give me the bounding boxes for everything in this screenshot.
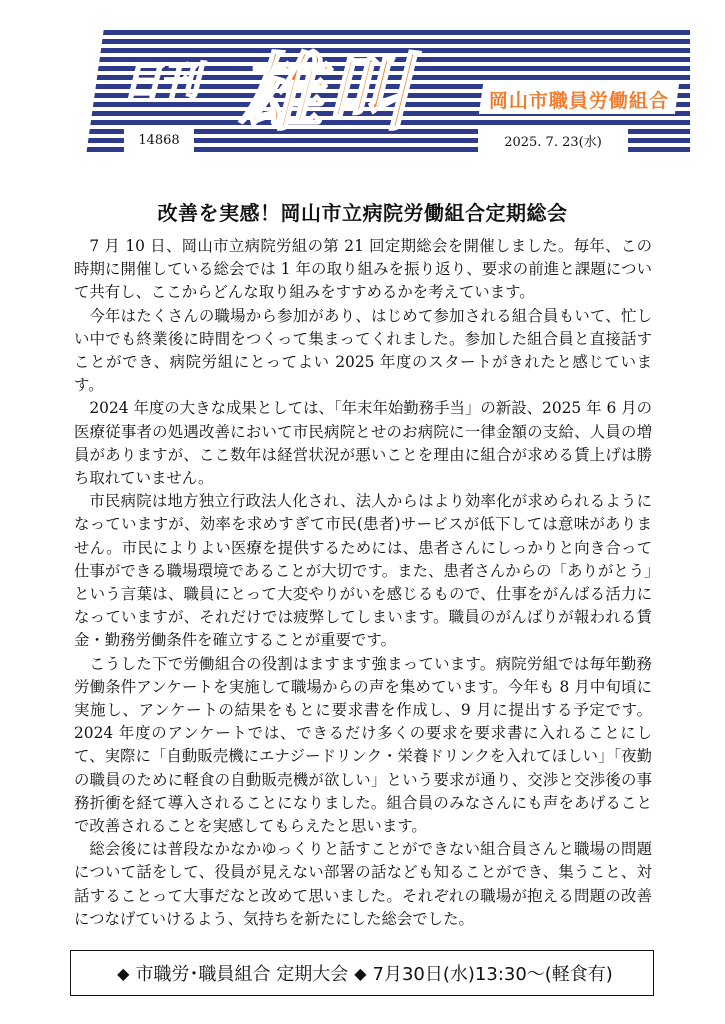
paragraph-1: 7 月 10 日、岡山市立病院労組の第 21 回定期総会を開催しました。毎年、この時期に開催している総会では 1 年の取り組みを振り返り、要求の前進と課題について共有し、ここからどんな取り組みをすすめるかを考えています。 [74,237,652,302]
paragraph-6: 総会後には普段なかなかゆっくりと話すことができない組合員さんと職場の問題について話をして、役員が見えない部署の話なども知ることができ、集うこと、対話することって大事だなと改めて思いました。それぞれの職場が抱える問題の改善につなげていけるよう、気持ちを新たにした総会でした。 [74,840,652,928]
organization-box [479,84,679,114]
issue-number-box [124,128,194,152]
notice-datetime: 7月30日(水)13:30～(軽食有) [372,964,613,985]
paragraph-4: 市民病院は地方独立行政法人化され、法人からはより効率化が求められるようになっていますが、効率を求めすぎて市民(患者)サービスが低下しては意味がありません。市民によりよい医療を提供するためには、患者さんにしっかりと向き合って仕事ができる職場環境であることが大切です。また、患者さんからの「ありがとう」という言葉は、職員にとって大変やりがいを感じるもので、仕事をがんばる活力になっていますが、それだけでは疲弊してしまいます。職員のがんばりが報われる賃金・勤務労働条件を確立することが重要です。 [74,492,652,650]
diamond-icon: ◆ [354,963,367,983]
masthead [86,30,690,156]
paragraph-3: 2024 年度の大きな成果としては、「年末年始勤務手当」の新設、2025 年 6 月の医療従事者の処遇改善において市民病院とせのお病院に一律金額の支給、人員の増員がありますが、ここ数年は経営状況が悪いことを理由に組合が求める賃上げは勝ち取れていません。 [74,399,652,488]
issue-number: 14868 [138,132,180,148]
organization-name: 岡山市職員労働組合 [488,89,669,112]
article-headline: 改善を実感！岡山市立病院労働組合定期総会 [157,201,568,225]
article-body [74,235,652,931]
diamond-icon: ◆ [117,963,130,983]
notice-event-name: 市職労･職員組合 定期大会 [135,964,349,985]
paragraph-5: こうした下で労働組合の役割はますます強まっています。病院労組では毎年勤務労働条件アンケートを実施して職場からの声を集めています。今年も 8 月中旬頃に実施し、アンケートの結果をもとに要求書を作成し、9 月に提出する予定です。2024 年度のアンケートでは、できるだけ多くの要求を要求書に入れることにして、実際に「自動販売機にエナジードリンク・栄養ドリンクを入れてほしい」「夜勤の職員のために軽食の自動販売機が欲しい」という要求が通り、交渉と交渉後の事務折衝を経て導入されることになりました。組合員のみなさんにも声をあげることで改善されることを実感してもらえたと思います。 [74,654,652,836]
brand-small-title: 日刊 [122,59,198,105]
issue-date: 2025. 7. 23(水) [504,134,602,150]
brand-big-title: 雄叫 [238,44,415,142]
issue-date-box [478,128,628,152]
paragraph-2: 今年はたくさんの職場から参加があり、はじめて参加される組合員もいて、忙しい中でも終業後に時間をつくって集まってくれました。参加した組合員と直接話すことができ、病院労組にとってよい 2025 年度のスタートがきれたと感じています。 [74,306,652,395]
event-notice-box [70,950,654,996]
